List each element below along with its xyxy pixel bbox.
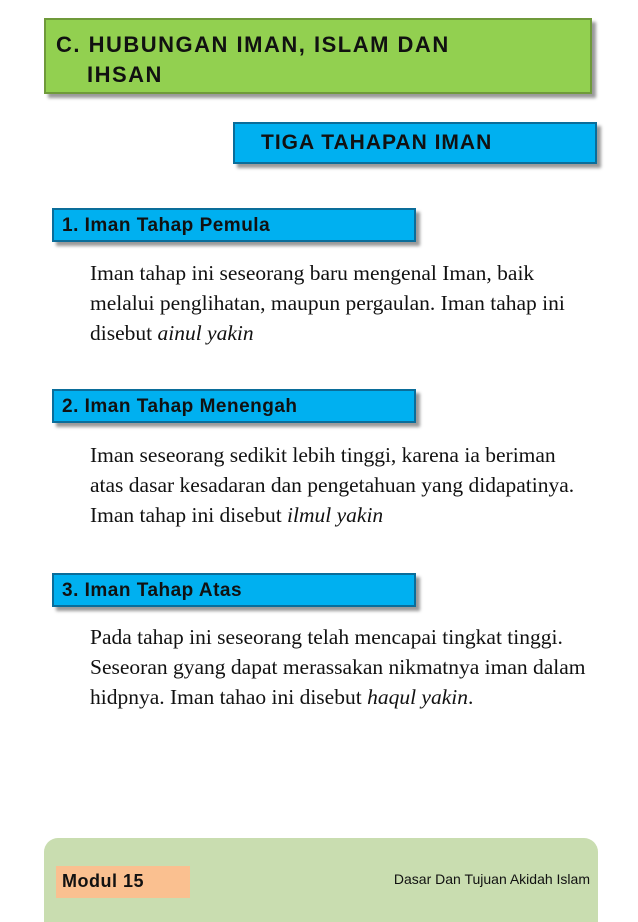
stage-2-text: Iman seseorang sedikit lebih tinggi, karena ia beriman atas dasar kesadaran dan pengetahuan yang didapatinya. Iman tahap ini disebut [90,443,575,527]
page-footer [44,838,598,922]
stage-1-term: ainul yakin [157,321,254,345]
stage-1-heading-bar [52,208,416,242]
book-title: Dasar Dan Tujuan Akidah Islam [393,871,590,887]
stage-2-heading-bar [52,389,416,423]
stage-1-heading: 1. Iman Tahap Pemula [62,215,271,236]
section-title-line2: IHSAN [87,62,163,87]
section-title [56,30,556,90]
stage-3-term: haqul yakin [367,685,468,709]
stage-3-text: Pada tahap ini seseorang telah mencapai tingkat tinggi. Seseoran gyang dapat merassakan nikmatnya iman dalam hidpnya. Iman tahao ini disebut [90,625,586,709]
stage-3-heading: 3. Iman Tahap Atas [62,580,243,601]
stage-2-term: ilmul yakin [287,503,384,527]
section-title-box [44,18,592,94]
subtitle-box [233,122,597,164]
subtitle: TIGA TAHAPAN IMAN [261,131,493,154]
section-title-line1: C. HUBUNGAN IMAN, ISLAM DAN [56,32,450,57]
stage-2-heading: 2. Iman Tahap Menengah [62,396,298,417]
stage-1-paragraph [90,258,590,348]
stage-3-suffix: . [467,685,474,709]
module-badge [56,866,190,898]
stage-1-text: Iman tahap ini seseorang baru mengenal Iman, baik melalui penglihatan, maupun pergaulan. Iman tahap ini disebut [90,261,565,345]
stage-2-paragraph [90,440,590,530]
stage-3-heading-bar [52,573,416,607]
stage-3-paragraph [90,622,590,712]
module-label: Modul 15 [62,871,145,891]
